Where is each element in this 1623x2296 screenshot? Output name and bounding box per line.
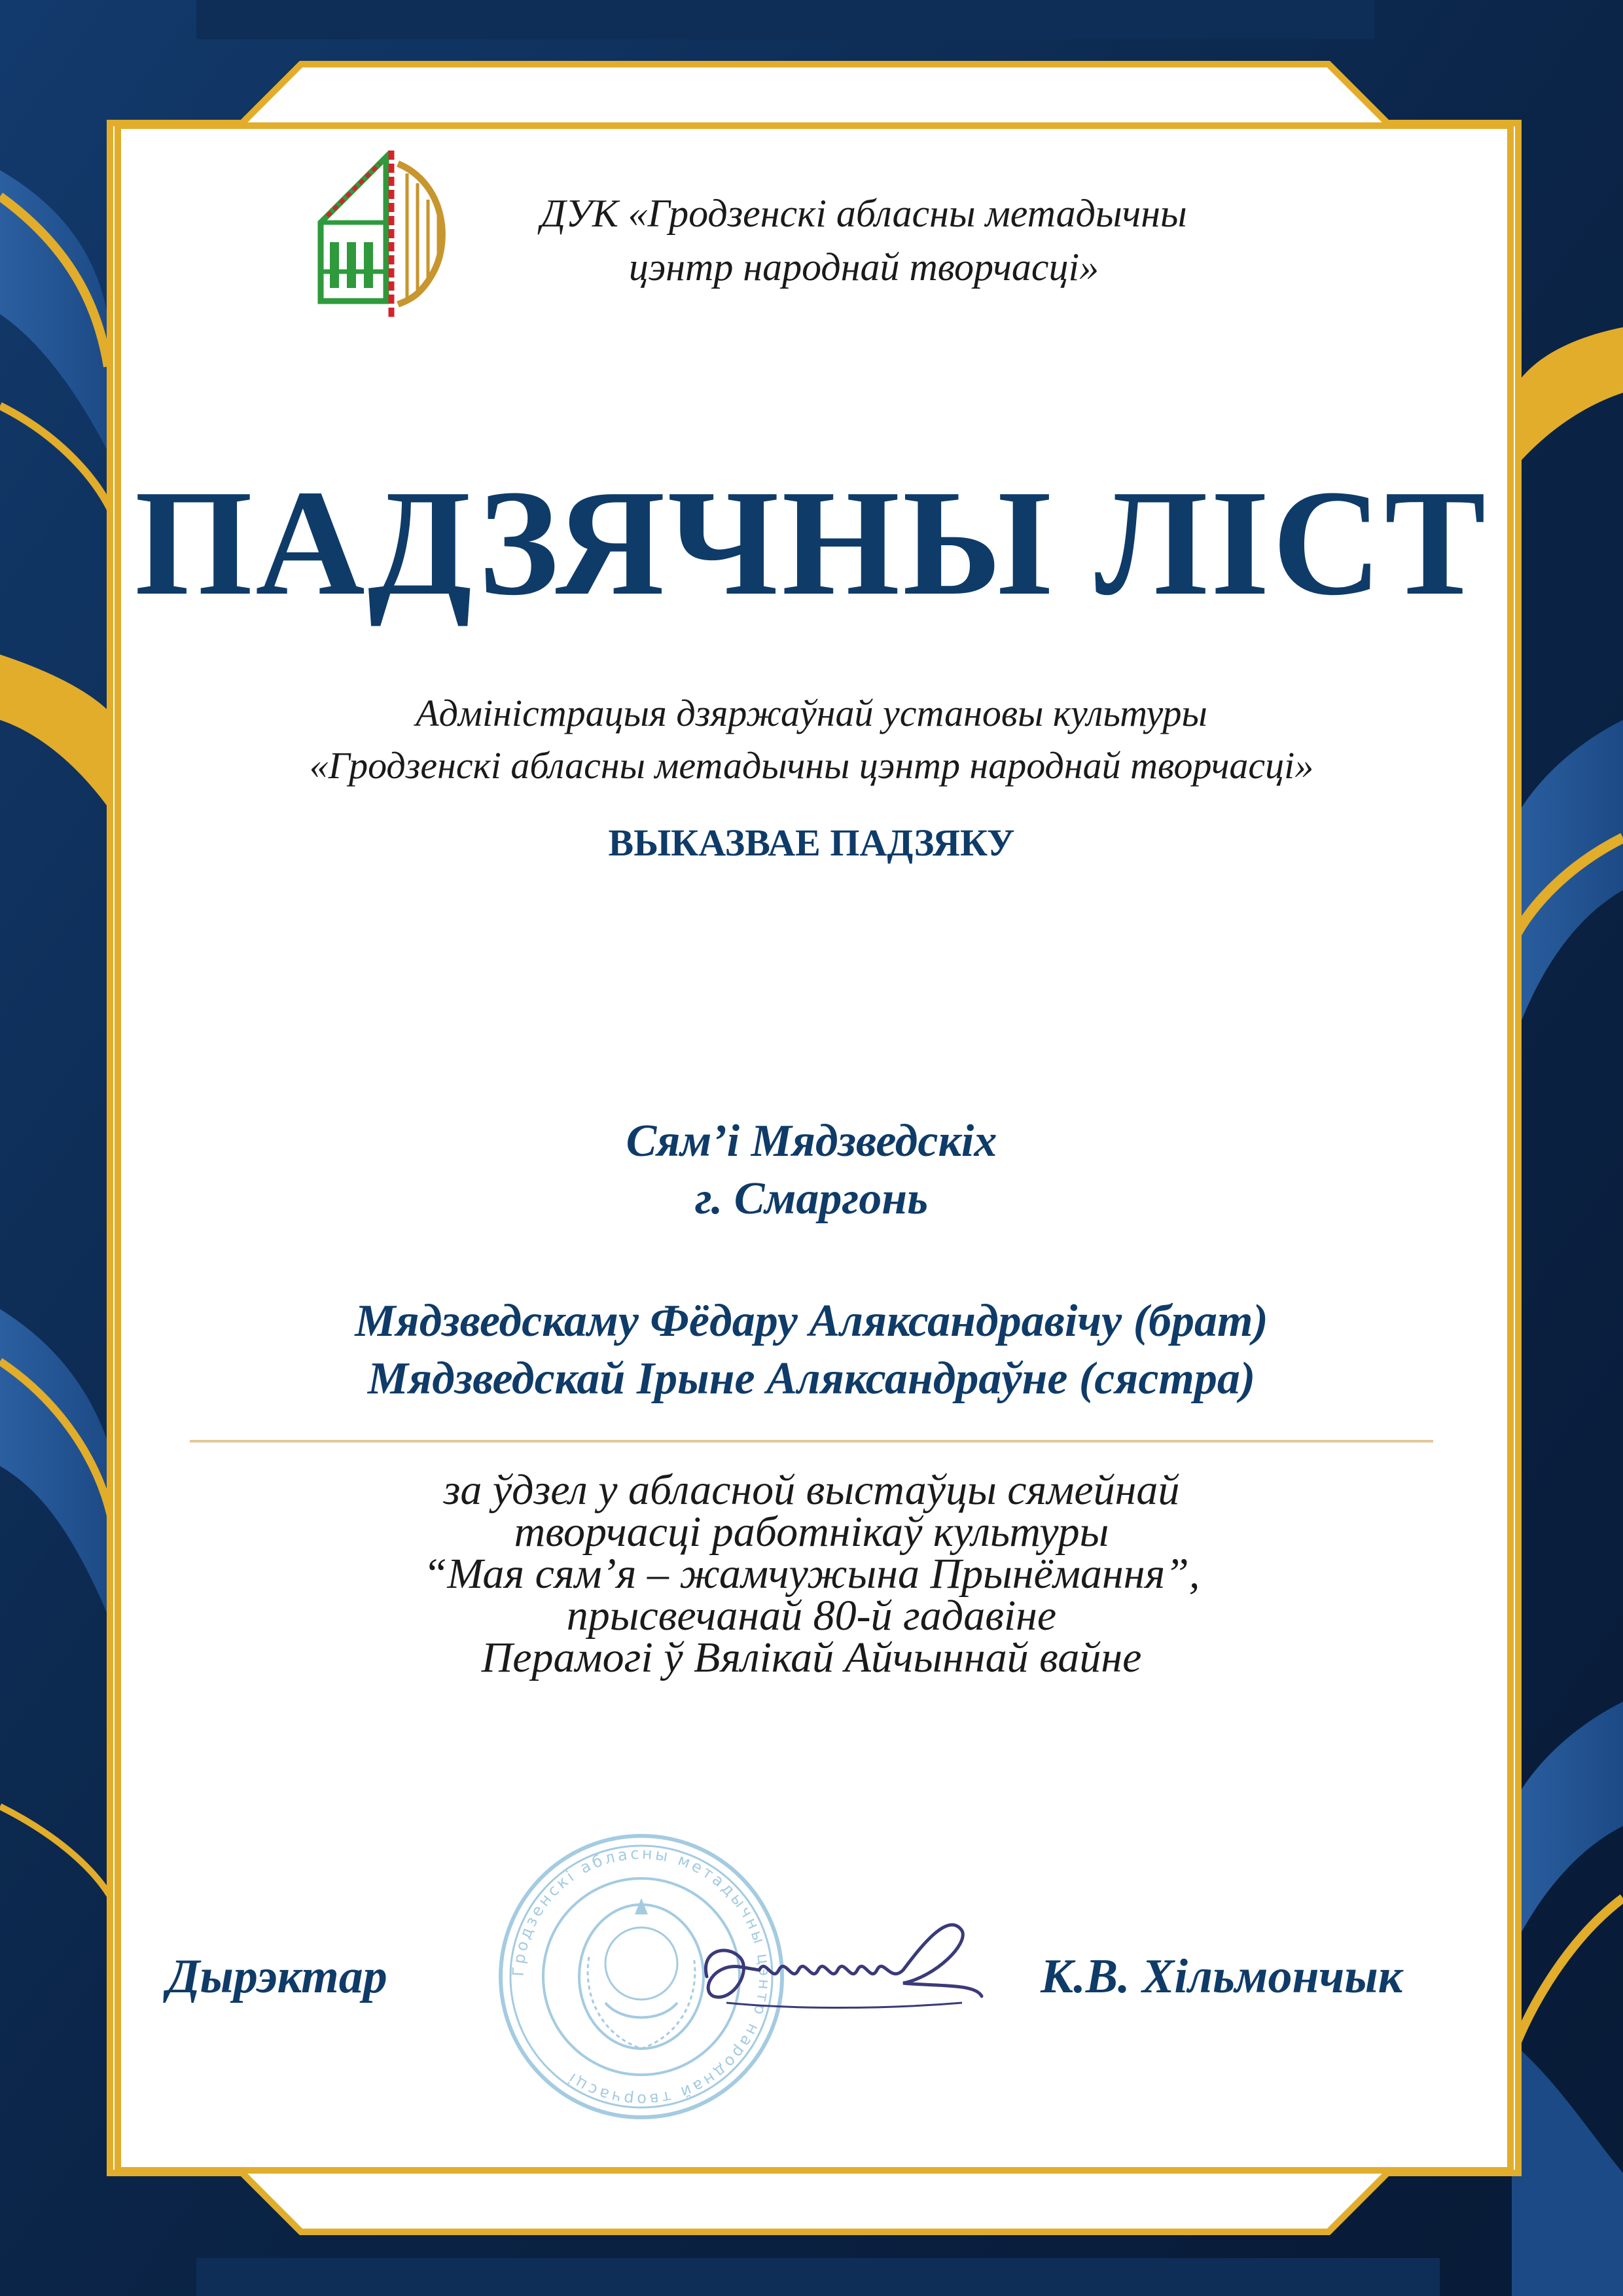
handwritten-signature-icon (687, 1905, 1001, 2036)
issuer-line-1: ДУК «Гродзенскі абласны метадычны (541, 192, 1187, 235)
divider (190, 1440, 1433, 1443)
issuer-line-2: цэнтр народнай творчасці» (628, 245, 1099, 289)
issuer-organization (497, 187, 1230, 294)
reason-line-4: прысвечанай 80-й гадавіне (566, 1592, 1057, 1640)
recipient-name-1: Мядзведскаму Фёдару Аляксандравічу (брат) (355, 1296, 1268, 1346)
seal-text: Гродзенскі абласны метадычны цэнтр народнай творчасці (508, 1844, 774, 2109)
reason-line-3: “Мая сям’я – жамчужына Прынёмання”, (423, 1550, 1200, 1598)
admin-line-2: «Гродзенскі абласны метадычны цэнтр народнай творчасці» (309, 744, 1314, 787)
reason-line-2: творчасці работнікаў культуры (514, 1508, 1109, 1556)
admin-line-1: Адміністрацыя дзяржаўнай установы культуры (416, 692, 1207, 734)
recipient-city: г. Смаргонь (694, 1174, 929, 1224)
reason-line-1: за ўдзел у абласной выстаўцы сямейнай (443, 1466, 1180, 1514)
recipient-family: Сям’і Мядзведскіх (626, 1116, 997, 1166)
recipient-names (157, 1293, 1466, 1408)
administration-statement (157, 687, 1466, 792)
recipient-block (157, 1113, 1466, 1228)
signatory-role: Дырэктар (167, 1950, 387, 2003)
folk-house-harp-logo-icon (314, 144, 461, 321)
expresses-gratitude: ВЫКАЗВАЕ ПАДЗЯКУ (608, 821, 1015, 864)
signatory-name: К.В. Хільмончык (1041, 1950, 1403, 2003)
certificate-title: ПАДЗЯЧНЫ ЛІСТ (134, 459, 1489, 627)
recipient-name-2: Мядзведскай Ірыне Аляксандраўне (сястра) (367, 1354, 1256, 1404)
award-reason (157, 1466, 1466, 1681)
reason-line-5: Перамогі ў Вялікай Айчыннай вайне (481, 1634, 1142, 1681)
